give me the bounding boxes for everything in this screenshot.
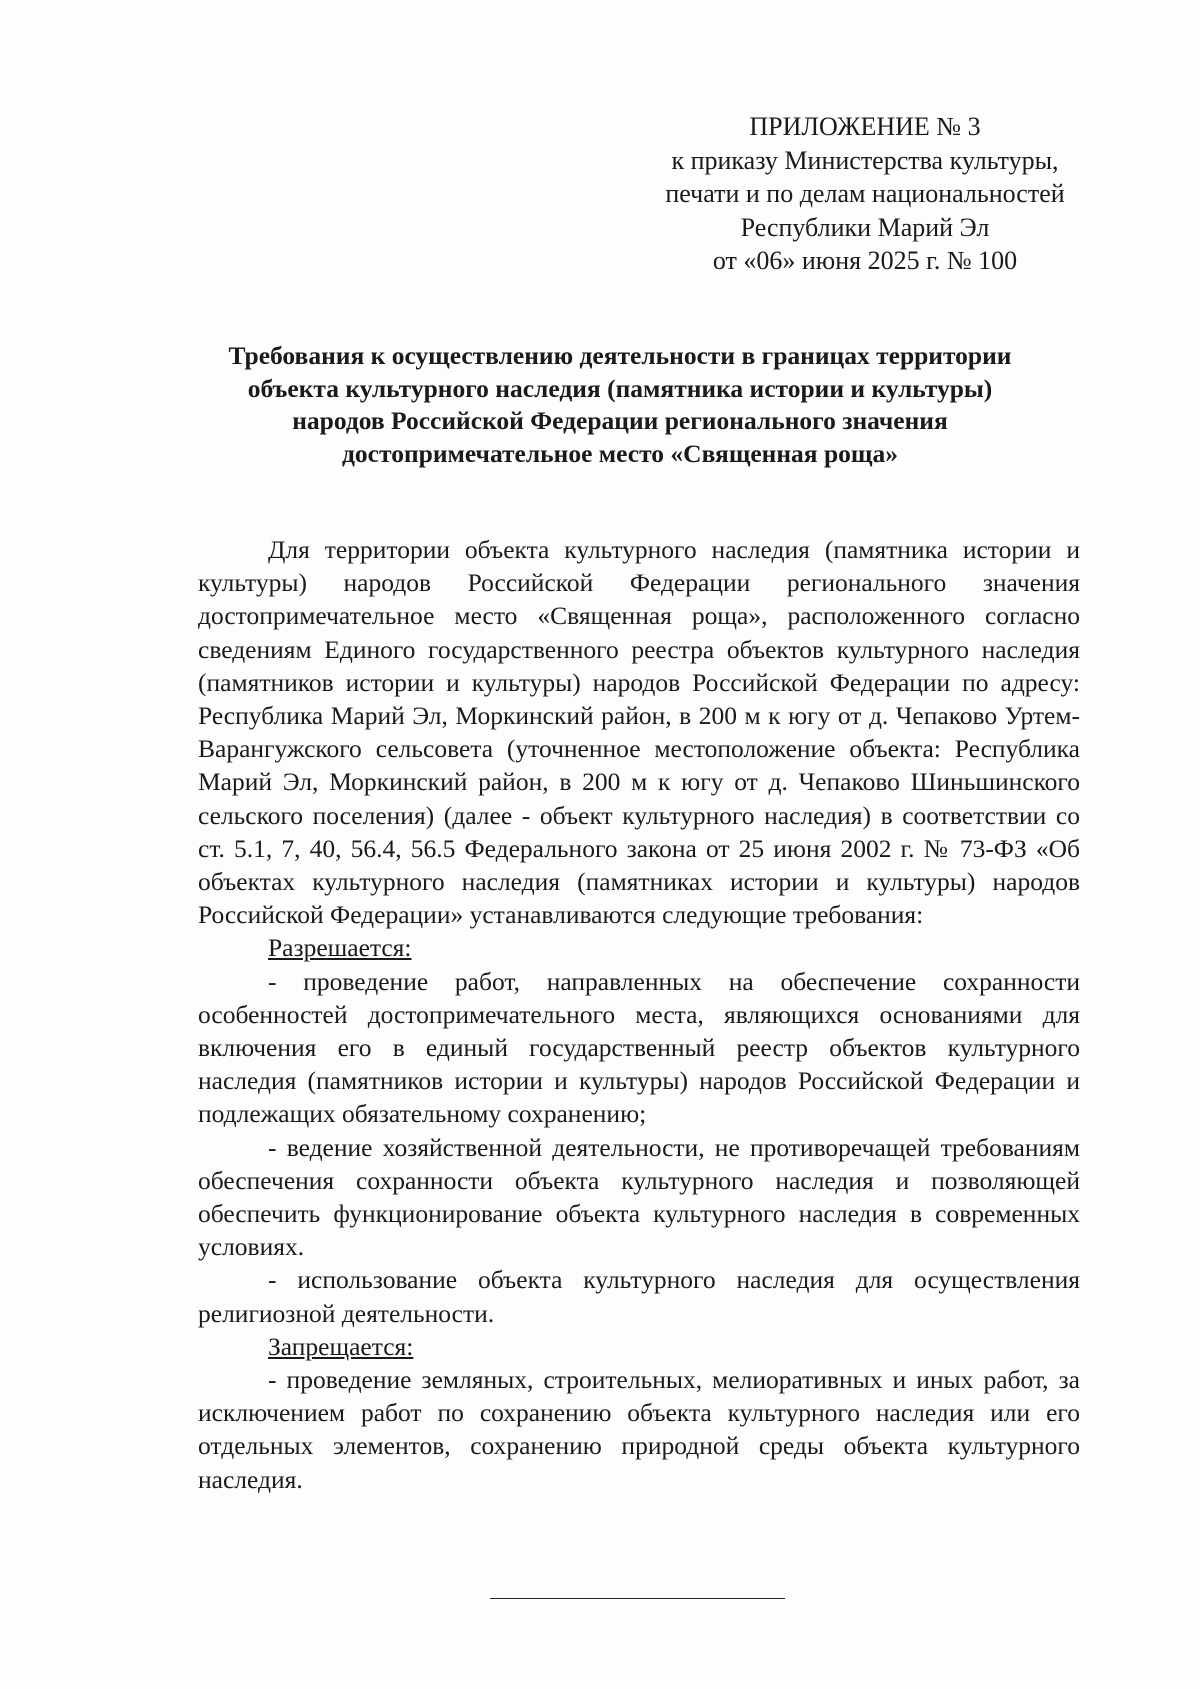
forbidden-item-1: - проведение земляных, строительных, мелиоративных и иных работ, за исключением работ по сохранению объекта культурного наследия или его отдельных элементов, сохранению природной среды объекта культурного наследия. [198, 1365, 1080, 1494]
intro-paragraph: Для территории объекта культурного наследия (памятника истории и культуры) народов Российской Федерации регионального значения достопримечательное место «Священная роща», расположенного согласно сведениям Единого государственного реестра объектов культурного наследия (памятников истории и культуры) народов Российской Федерации по адресу: Республика Марий Эл, Моркинский район, в 200 м к югу от д. Чепаково Уртем-Варангужского сельсовета (уточненное местоположение объекта: Республика Марий Эл, Моркинский район, в 200 м к югу от д. Чепаково Шиньшинского сельского поселения) (далее - объект культурного наследия) в соответствии со ст. 5.1, 7, 40, 56.4, 56.5 Федерального закона от 25 июня 2002 г. № 73-ФЗ «Об объектах культурного наследия (памятниках истории и культуры) народов Российской Федерации» устанавливаются следующие требования: [198, 535, 1080, 930]
annex-number: ПРИЛОЖЕНИЕ № 3 [749, 112, 981, 141]
document-title [180, 340, 1060, 470]
title-line-4: достопримечательное место «Священная роща» [342, 438, 898, 468]
annex-republic: Республики Марий Эл [740, 212, 990, 242]
title-line-1: Требования к осуществлению деятельности в границах территории [228, 341, 1012, 370]
allowed-item-2: - ведение хозяйственной деятельности, не противоречащей требованиям обеспечения сохранности объекта культурного наследия и позволяющей обеспечить функционирование объекта культурного наследия в современных условиях. [198, 1132, 1080, 1262]
allowed-heading: Разрешается: [268, 933, 412, 963]
end-divider [490, 1598, 785, 1599]
annex-ministry-line: печати и по делам национальностей [665, 179, 1065, 208]
forbidden-heading: Запрещается: [268, 1331, 414, 1361]
document-body [198, 533, 1080, 1496]
allowed-item-3: - использование объекта культурного наследия для осуществления религиозной деятельности. [198, 1265, 1080, 1328]
annex-header [600, 110, 1130, 278]
title-line-3: народов Российской Федерации регионального значения [292, 406, 948, 435]
annex-date-number: от «06» июня 2025 г. № 100 [712, 246, 1018, 275]
allowed-item-1: - проведение работ, направленных на обеспечение сохранности особенностей достопримечательного места, являющихся основаниями для включения его в единый государственный реестр объектов культурного наследия (памятников истории и культуры) народов Российской Федерации и подлежащих обязательному сохранению; [198, 966, 1080, 1129]
annex-order-reference: к приказу Министерства культуры, [671, 145, 1059, 175]
title-line-2: объекта культурного наследия (памятника истории и культуры) [247, 373, 993, 403]
